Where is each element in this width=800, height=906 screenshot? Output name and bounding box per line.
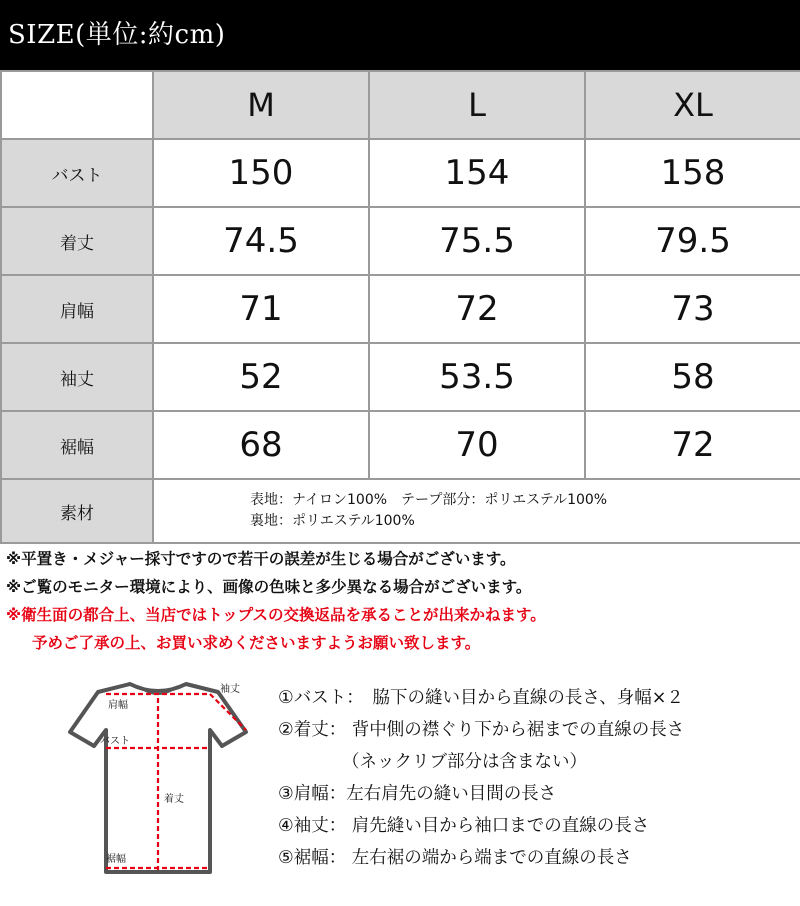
- table-header-row: [1, 71, 800, 139]
- diagram-label-sleeve: 袖丈: [220, 684, 240, 695]
- note-warning: ※衛生面の都合上、当店ではトップスの交換返品を承ることが出来かねます。: [6, 606, 546, 624]
- material-cell: [153, 479, 800, 543]
- legend-item: ④袖丈： 肩先縫い目から袖口までの直線の長さ: [278, 816, 650, 836]
- measure-legend: [278, 682, 684, 874]
- row-label: 素材: [1, 479, 153, 543]
- table-row-bust: [1, 139, 800, 207]
- table-cell: 154: [369, 139, 585, 207]
- table-cell: 79.5: [585, 207, 800, 275]
- diagram-label-shoulder: 肩幅: [108, 700, 128, 711]
- material-line: 表地：ナイロン100% テープ部分：ポリエステル100%: [250, 492, 608, 508]
- legend-item: ③肩幅：左右肩先の縫い目間の長さ: [278, 784, 557, 804]
- size-table: [0, 70, 800, 544]
- table-corner: [1, 71, 153, 139]
- column-header-l: L: [369, 71, 585, 139]
- table-cell: 74.5: [153, 207, 369, 275]
- row-label: 着丈: [1, 207, 153, 275]
- table-cell: 68: [153, 411, 369, 479]
- table-row-material: [1, 479, 800, 543]
- legend-item: ①バスト： 脇下の縫い目から直線の長さ、身幅×２: [278, 688, 684, 708]
- table-row-length: [1, 207, 800, 275]
- tshirt-measure-diagram: [50, 672, 260, 882]
- legend-item: ②着丈： 背中側の襟ぐり下から裾までの直線の長さ: [278, 720, 685, 740]
- notes: [6, 545, 546, 657]
- table-cell: 71: [153, 275, 369, 343]
- note-warning: 予めご了承の上、お買い求めくださいますようお願い致します。: [32, 634, 481, 652]
- table-cell: 52: [153, 343, 369, 411]
- table-cell: 150: [153, 139, 369, 207]
- legend-item: ⑤裾幅： 左右裾の端から端までの直線の長さ: [278, 848, 632, 868]
- table-cell: 73: [585, 275, 800, 343]
- column-header-xl: XL: [585, 71, 800, 139]
- table-cell: 75.5: [369, 207, 585, 275]
- table-row-shoulder: [1, 275, 800, 343]
- legend-item: （ネックリブ部分は含まない）: [342, 752, 587, 772]
- table-cell: 53.5: [369, 343, 585, 411]
- row-label: 裾幅: [1, 411, 153, 479]
- row-label: バスト: [1, 139, 153, 207]
- diagram-label-length: 着丈: [164, 794, 184, 805]
- table-row-hem: [1, 411, 800, 479]
- table-cell: 158: [585, 139, 800, 207]
- material-line: 裏地：ポリエステル100%: [250, 513, 415, 529]
- table-cell: 70: [369, 411, 585, 479]
- column-header-m: M: [153, 71, 369, 139]
- diagram-label-bust: バスト: [100, 736, 130, 747]
- note-text: ※ご覧のモニター環境により、画像の色味と多少異なる場合がございます。: [6, 578, 532, 596]
- row-label: 袖丈: [1, 343, 153, 411]
- page-title: SIZE(単位:約cm): [8, 20, 226, 50]
- table-cell: 72: [585, 411, 800, 479]
- note-text: ※平置き・メジャー採寸ですので若干の誤差が生じる場合がございます。: [6, 550, 516, 568]
- table-cell: 58: [585, 343, 800, 411]
- table-row-sleeve: [1, 343, 800, 411]
- title-bar: [0, 0, 800, 70]
- diagram-label-hem: 裾幅: [106, 854, 126, 865]
- table-cell: 72: [369, 275, 585, 343]
- row-label: 肩幅: [1, 275, 153, 343]
